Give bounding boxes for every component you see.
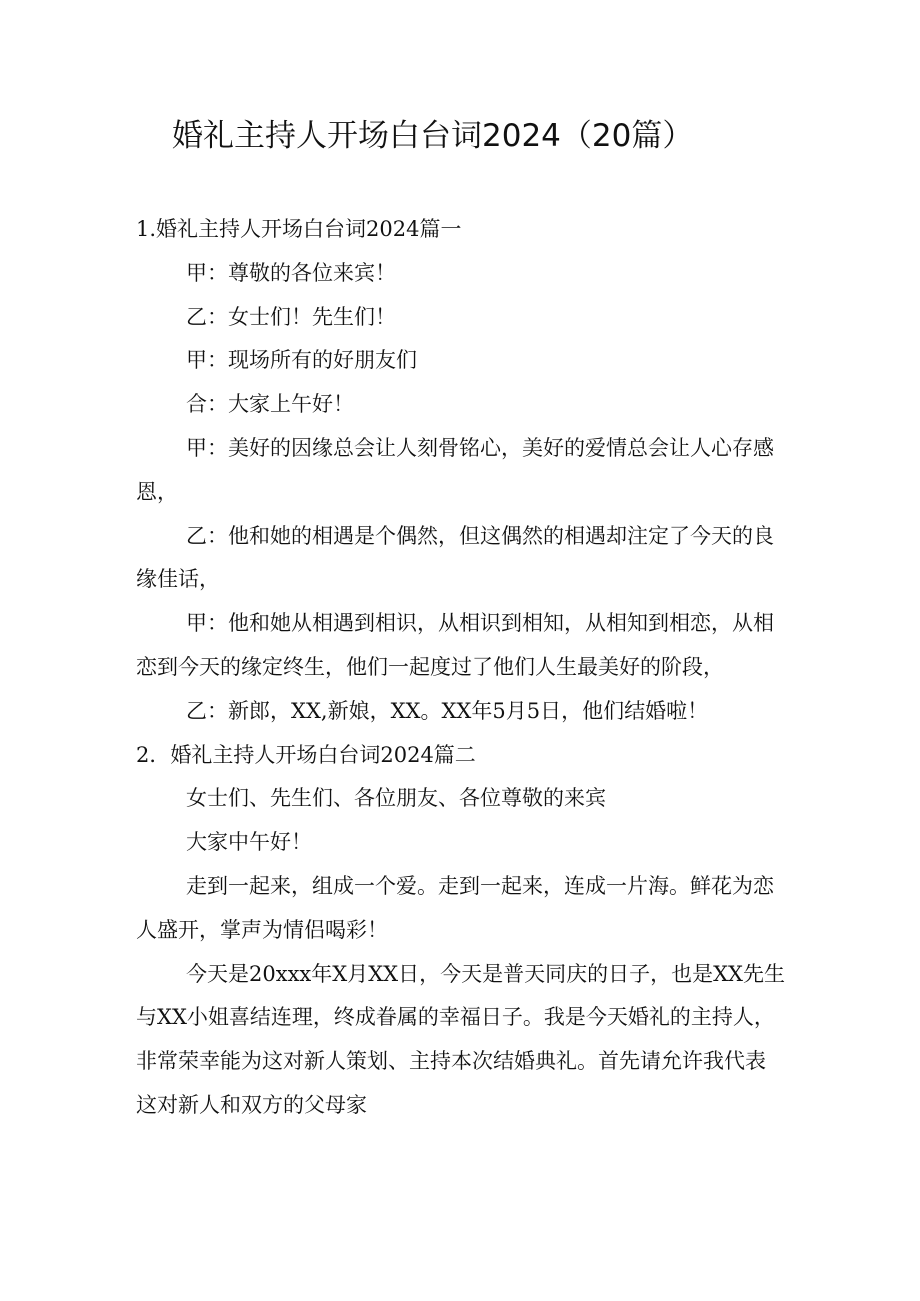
dialogue-line: 乙：新郎，XX,新娘，XX。XX年5月5日，他们结婚啦！ — [186, 698, 709, 723]
dialogue-line: 合：大家上午好！ — [186, 392, 354, 417]
dialogue-line: 甲：美好的因缘总会让人刻骨铭心，美好的爱情总会让人心存感恩， — [136, 435, 774, 504]
document-body — [136, 208, 786, 1128]
body-paragraph: 走到一起来，组成一个爱。走到一起来，连成一片海。鲜花为恋人盛开，掌声为情侣喝彩！ — [136, 873, 774, 942]
dialogue-line: 甲：现场所有的好朋友们 — [186, 348, 417, 373]
body-paragraph: 大家中午好！ — [186, 830, 312, 855]
dialogue-line: 乙：女士们！先生们！ — [186, 304, 396, 329]
section-heading-2: 2．婚礼主持人开场白台词2024篇二 — [136, 742, 476, 767]
dialogue-line: 乙：他和她的相遇是个偶然，但这偶然的相遇却注定了今天的良缘佳话， — [136, 523, 774, 592]
section-heading-1: 1.婚礼主持人开场白台词2024篇一 — [136, 217, 462, 241]
dialogue-line: 甲：他和她从相遇到相识，从相识到相知，从相知到相恋，从相恋到今天的缘定终生，他们一起度过了他们人生最美好的阶段， — [136, 611, 774, 679]
document-title: 婚礼主持人开场白台词2024（20篇） — [172, 118, 694, 154]
dialogue-line: 甲：尊敬的各位来宾！ — [186, 260, 396, 285]
body-paragraph: 今天是20xxx年X月XX日，今天是普天同庆的日子，也是XX先生与XX小姐喜结连理，终成眷属的幸福日子。我是今天婚礼的主持人，非常荣幸能为这对新人策划、主持本次结婚典礼。首先请允许我代表这对新人和双方的父母家 — [136, 961, 786, 1117]
body-paragraph: 女士们、先生们、各位朋友、各位尊敬的来宾 — [186, 786, 606, 811]
